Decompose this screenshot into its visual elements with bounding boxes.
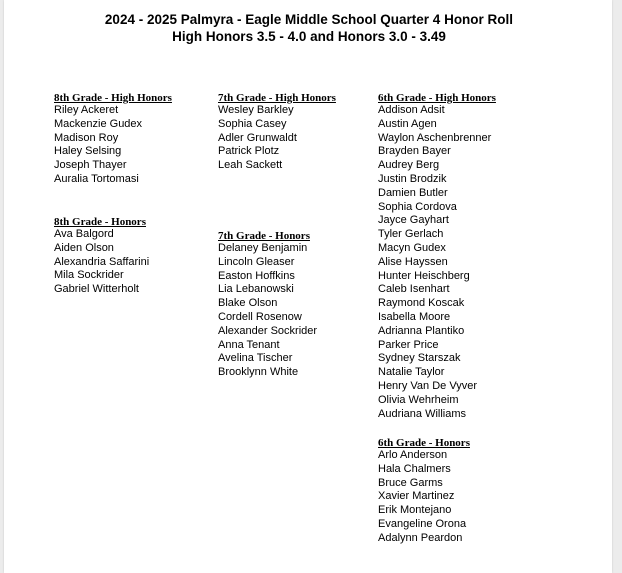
student-name: Hunter Heischberg — [378, 269, 470, 282]
section-6th-grade-high-honors — [378, 92, 496, 421]
student-name: Adalynn Peardon — [378, 531, 463, 544]
student-name: Alise Hayssen — [378, 255, 448, 268]
student-name: Erik Montejano — [378, 504, 452, 517]
student-name: Sydney Starszak — [378, 352, 461, 365]
student-name: Henry Van De Vyver — [378, 379, 478, 392]
student-name: Evangeline Orona — [378, 517, 467, 530]
student-name: Bruce Garms — [378, 476, 443, 489]
student-name: Xavier Martinez — [378, 490, 455, 503]
student-name: Aiden Olson — [54, 241, 114, 254]
section-heading: 7th Grade - High Honors — [218, 92, 336, 104]
student-name: Parker Price — [378, 338, 439, 351]
student-name: Sophia Cordova — [378, 200, 457, 213]
student-name: Jayce Gayhart — [378, 214, 449, 227]
name-list — [218, 104, 336, 173]
student-name: Olivia Wehrheim — [378, 393, 459, 406]
student-name: Sophia Casey — [218, 117, 287, 130]
student-name: Macyn Gudex — [378, 241, 446, 254]
name-list — [378, 449, 470, 546]
student-name: Isabella Moore — [378, 310, 451, 323]
student-name: Riley Ackeret — [54, 104, 119, 116]
student-name: Easton Hoffkins — [218, 269, 295, 282]
student-name: Raymond Koscak — [378, 297, 465, 310]
student-name: Anna Tenant — [218, 338, 280, 351]
section-heading: 7th Grade - Honors — [218, 230, 310, 242]
student-name: Wesley Barkley — [218, 104, 294, 116]
section-heading: 6th Grade - Honors — [378, 437, 470, 449]
student-name: Mila Sockrider — [54, 269, 124, 282]
section-heading: 8th Grade - High Honors — [54, 92, 172, 104]
title-line-2: High Honors 3.5 - 4.0 and Honors 3.0 - 3.49 — [172, 29, 446, 44]
student-name: Brooklynn White — [218, 366, 299, 379]
student-name: Patrick Plotz — [218, 145, 280, 158]
student-name: Delaney Benjamin — [218, 242, 308, 254]
page-title — [4, 11, 614, 45]
student-name: Arlo Anderson — [378, 449, 448, 461]
student-name: Avelina Tischer — [218, 352, 293, 365]
student-name: Caleb Isenhart — [378, 283, 450, 296]
name-list — [54, 228, 149, 297]
section-7th-grade-high-honors — [218, 92, 336, 173]
student-name: Cordell Rosenow — [218, 310, 302, 323]
student-name: Addison Adsit — [378, 104, 445, 116]
student-name: Adrianna Plantiko — [378, 324, 465, 337]
student-name: Madison Roy — [54, 131, 119, 144]
name-list — [54, 104, 172, 187]
section-6th-grade-honors — [378, 437, 470, 546]
student-name: Brayden Bayer — [378, 145, 451, 158]
student-name: Alexander Sockrider — [218, 324, 318, 337]
name-list — [378, 104, 496, 421]
document-page — [4, 0, 612, 573]
student-name: Lincoln Gleaser — [218, 255, 295, 268]
student-name: Haley Selsing — [54, 145, 122, 158]
student-name: Ava Balgord — [54, 228, 114, 240]
student-name: Lia Lebanowski — [218, 283, 294, 296]
section-8th-grade-high-honors — [54, 92, 172, 187]
student-name: Hala Chalmers — [378, 462, 451, 475]
student-name: Austin Agen — [378, 117, 437, 130]
student-name: Natalie Taylor — [378, 366, 445, 379]
student-name: Alexandria Saffarini — [54, 255, 150, 268]
section-heading: 6th Grade - High Honors — [378, 92, 496, 104]
student-name: Gabriel Witterholt — [54, 283, 139, 296]
student-name: Waylon Aschenbrenner — [378, 131, 492, 144]
student-name: Mackenzie Gudex — [54, 117, 143, 130]
student-name: Joseph Thayer — [54, 159, 127, 172]
section-heading: 8th Grade - Honors — [54, 216, 146, 228]
student-name: Justin Brodzik — [378, 172, 447, 185]
student-name: Auralia Tortomasi — [54, 172, 139, 185]
title-line-1: 2024 - 2025 Palmyra - Eagle Middle School Quarter 4 Honor Roll — [104, 12, 514, 27]
student-name: Blake Olson — [218, 297, 278, 310]
section-8th-grade-honors — [54, 216, 149, 297]
student-name: Audrey Berg — [378, 159, 440, 172]
section-7th-grade-honors — [218, 230, 317, 380]
student-name: Tyler Gerlach — [378, 228, 444, 241]
student-name: Damien Butler — [378, 186, 448, 199]
student-name: Audriana Williams — [378, 407, 467, 420]
student-name: Adler Grunwaldt — [218, 131, 297, 144]
student-name: Leah Sackett — [218, 159, 283, 172]
name-list — [218, 242, 317, 380]
